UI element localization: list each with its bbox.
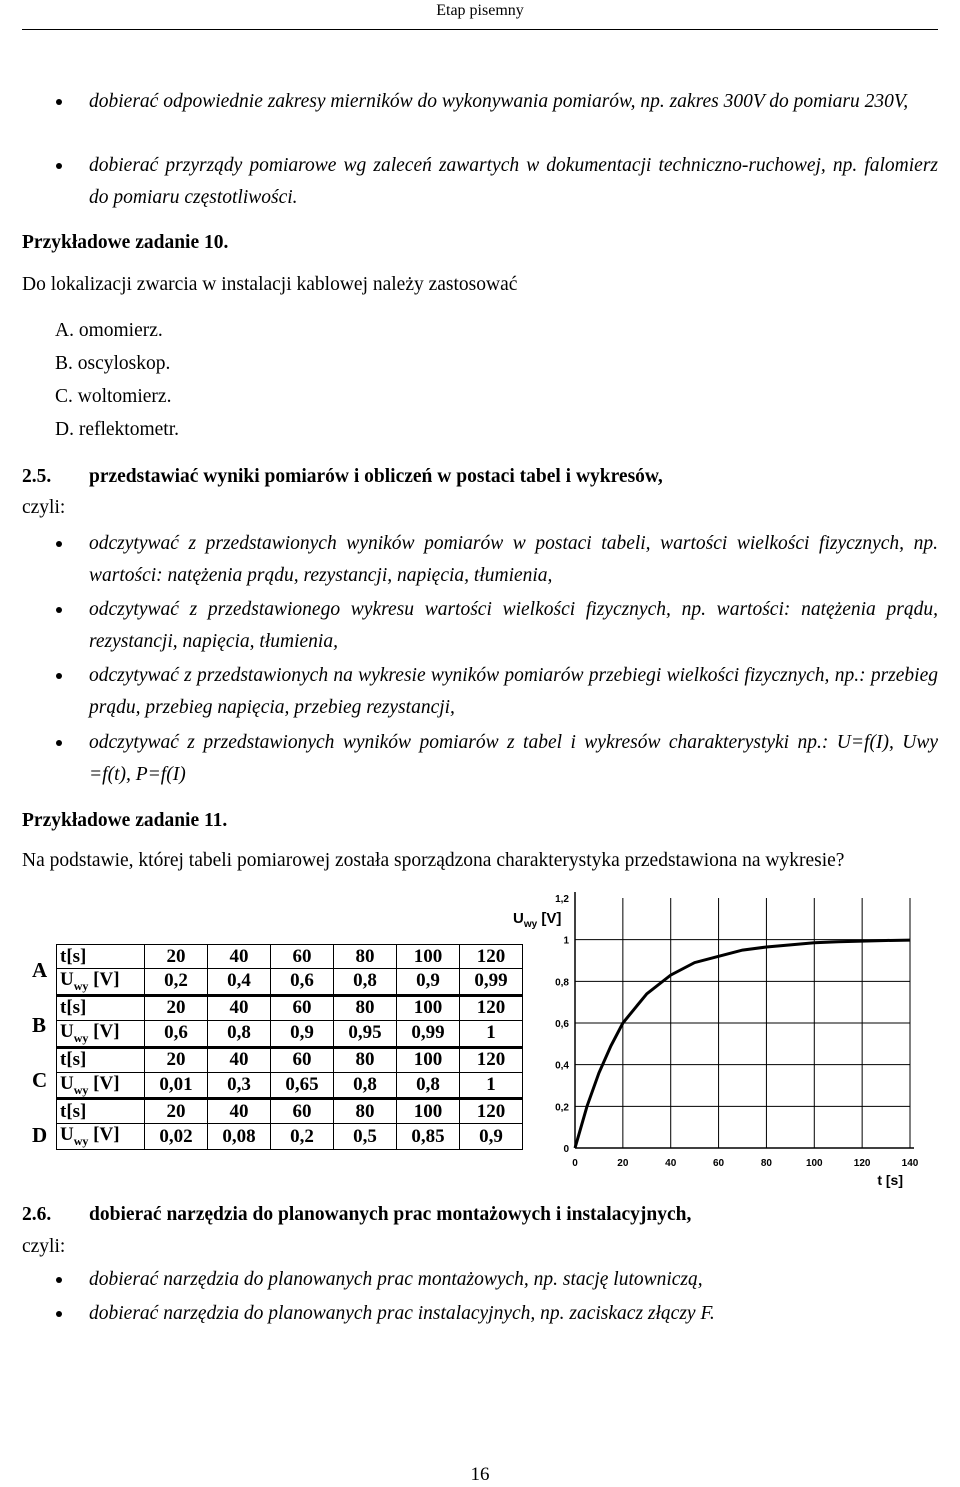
task10-option-c: C. woltomierz. xyxy=(55,386,172,407)
section-2-6-title: dobierać narzędzia do planowanych prac montażowych i instalacyjnych, xyxy=(89,1204,692,1225)
table-cell: 0,8 xyxy=(334,1072,397,1099)
table-row xyxy=(57,1072,523,1099)
time-label-cell xyxy=(57,1047,145,1072)
table-cell: 80 xyxy=(334,945,397,969)
bullet-item xyxy=(22,1298,938,1330)
table-row xyxy=(57,969,523,996)
voltage-unit: [V] xyxy=(88,1020,120,1042)
table-cell: 1 xyxy=(460,1020,523,1047)
page-number: 16 xyxy=(470,1464,490,1485)
table-cell: 120 xyxy=(460,1047,523,1072)
bullet-dot-icon xyxy=(56,99,62,105)
table-cell: 1 xyxy=(460,1072,523,1099)
table-row xyxy=(57,1099,523,1124)
bullet-item xyxy=(22,727,938,791)
time-label: t[s] xyxy=(60,1100,87,1122)
task11-question: Na podstawie, której tabeli pomiarowej została sporządzona charakterystyka przedstawiona na wykresie? xyxy=(22,850,845,871)
section-2-6-number: 2.6. xyxy=(22,1204,52,1225)
x-axis-label: t [s] xyxy=(877,1172,903,1188)
section-2-5-czyli: czyli: xyxy=(22,497,66,518)
y-label-unit: [V] xyxy=(537,910,562,927)
measurement-tables xyxy=(56,944,523,1150)
table-row xyxy=(57,945,523,969)
page-header: Etap pisemny xyxy=(436,2,524,19)
table-row xyxy=(57,1124,523,1150)
table-cell: 0,85 xyxy=(397,1124,460,1150)
x-tick-label: 120 xyxy=(853,1158,871,1169)
table-cell: 0,01 xyxy=(145,1072,208,1099)
bullet-text: odczytywać z przedstawionych wyników pomiarów z tabel i wykresów charakterystyki np.: U=f(I), Uwy =f(t), P=f(I) xyxy=(89,732,938,785)
table-letter-a: A xyxy=(32,958,48,982)
y-tick-label: 0,2 xyxy=(555,1102,569,1114)
table-cell: 0,9 xyxy=(460,1124,523,1150)
voltage-label-cell xyxy=(57,1020,145,1047)
table-cell: 80 xyxy=(334,1047,397,1072)
table-cell: 0,4 xyxy=(208,969,271,996)
voltage-label-cell xyxy=(57,1072,145,1099)
section-2-5-number: 2.5. xyxy=(22,466,52,487)
table-cell: 100 xyxy=(397,1047,460,1072)
bullet-dot-icon xyxy=(56,1277,62,1283)
task10-title: Przykładowe zadanie 10. xyxy=(22,232,229,253)
table-cell: 120 xyxy=(460,995,523,1020)
table-cell: 0,02 xyxy=(145,1124,208,1150)
task10-option-d: D. reflektometr. xyxy=(55,419,179,440)
voltage-symbol: U xyxy=(60,1124,74,1146)
bullet-dot-icon xyxy=(56,607,62,613)
table-cell: 60 xyxy=(271,1099,334,1124)
table-cell: 60 xyxy=(271,945,334,969)
header-rule xyxy=(22,29,938,30)
bullet-item xyxy=(22,660,938,724)
table-cell: 0,5 xyxy=(334,1124,397,1150)
voltage-label-cell xyxy=(57,1124,145,1150)
voltage-unit: [V] xyxy=(88,1124,120,1146)
table-cell: 0,65 xyxy=(271,1072,334,1099)
x-tick-label: 60 xyxy=(713,1158,725,1169)
table-row xyxy=(57,1020,523,1047)
table-cell: 80 xyxy=(334,1099,397,1124)
voltage-symbol: U xyxy=(60,1020,74,1042)
table-cell: 120 xyxy=(460,945,523,969)
task10-question: Do lokalizacji zwarcia w instalacji kablowej należy zastosować xyxy=(22,274,518,295)
table-row xyxy=(57,995,523,1020)
table-letter-c: C xyxy=(32,1068,48,1092)
table-cell: 60 xyxy=(271,995,334,1020)
table-row xyxy=(57,1047,523,1072)
task10-option-b: B. oscyloskop. xyxy=(55,353,171,374)
table-cell: 0,9 xyxy=(271,1020,334,1047)
bullet-dot-icon xyxy=(56,1311,62,1317)
time-label: t[s] xyxy=(60,1049,87,1071)
table-cell: 100 xyxy=(397,995,460,1020)
x-tick-label: 20 xyxy=(617,1158,629,1169)
voltage-subscript: wy xyxy=(73,978,89,993)
bullet-item xyxy=(22,86,938,118)
voltage-subscript: wy xyxy=(73,1082,89,1097)
table-cell: 20 xyxy=(145,995,208,1020)
bullet-item xyxy=(22,150,938,214)
bullet-dot-icon xyxy=(56,163,62,169)
table-cell: 20 xyxy=(145,945,208,969)
bullet-item xyxy=(22,594,938,658)
bullet-item xyxy=(22,1264,938,1296)
y-label-symbol: U xyxy=(513,910,524,927)
y-tick-label: 0,8 xyxy=(555,977,569,989)
table-cell: 40 xyxy=(208,995,271,1020)
table-cell: 0,2 xyxy=(145,969,208,996)
table-cell: 40 xyxy=(208,945,271,969)
time-label-cell xyxy=(57,945,145,969)
y-label-subscript: wy xyxy=(523,919,538,930)
x-tick-label: 0 xyxy=(572,1158,578,1169)
table-cell: 20 xyxy=(145,1047,208,1072)
table-cell: 20 xyxy=(145,1099,208,1124)
bullet-dot-icon xyxy=(56,740,62,746)
bullet-text: dobierać narzędzia do planowanych prac instalacyjnych, np. zaciskacz złączy F. xyxy=(89,1303,715,1324)
table-cell: 0,8 xyxy=(397,1072,460,1099)
time-label: t[s] xyxy=(60,945,87,967)
section-2-5-title: przedstawiać wyniki pomiarów i obliczeń w postaci tabel i wykresów, xyxy=(89,466,663,487)
table-cell: 0,6 xyxy=(271,969,334,996)
time-label-cell xyxy=(57,995,145,1020)
table-cell: 0,2 xyxy=(271,1124,334,1150)
table-cell: 60 xyxy=(271,1047,334,1072)
table-cell: 0,99 xyxy=(460,969,523,996)
x-tick-label: 100 xyxy=(805,1158,823,1169)
voltage-label-cell xyxy=(57,969,145,996)
bullet-text: odczytywać z przedstawionych wyników pomiarów w postaci tabeli, wartości wielkości fizycznych, np. wartości: natężenia prądu, rezystancji, napięcia, tłumienia, xyxy=(89,533,938,586)
task11-title: Przykładowe zadanie 11. xyxy=(22,810,228,831)
table-cell: 100 xyxy=(397,945,460,969)
table-cell: 0,8 xyxy=(334,969,397,996)
y-tick-label: 0,6 xyxy=(555,1019,569,1030)
table-cell: 0,3 xyxy=(208,1072,271,1099)
table-cell: 120 xyxy=(460,1099,523,1124)
y-tick-label: 0 xyxy=(563,1144,569,1155)
bullet-text: dobierać odpowiednie zakresy mierników do wykonywania pomiarów, np. zakres 300V do pomiaru 230V, xyxy=(89,91,909,112)
uwy-chart xyxy=(505,885,925,1195)
table-letter-b: B xyxy=(32,1013,47,1037)
bullet-text: odczytywać z przedstawionych na wykresie wyników pomiarów przebiegi wielkości fizycznych, np.: przebieg prądu, przebieg napięcia, przebieg rezystancji, xyxy=(89,665,938,718)
table-cell: 100 xyxy=(397,1099,460,1124)
voltage-subscript: wy xyxy=(73,1030,89,1045)
time-label: t[s] xyxy=(60,997,87,1019)
y-axis-label xyxy=(513,910,561,930)
task10-option-a: A. omomierz. xyxy=(55,320,163,341)
bullet-dot-icon xyxy=(56,541,62,547)
table-cell: 40 xyxy=(208,1099,271,1124)
table-cell: 0,95 xyxy=(334,1020,397,1047)
voltage-symbol: U xyxy=(60,969,74,990)
section-2-6-czyli: czyli: xyxy=(22,1236,66,1257)
table-cell: 0,9 xyxy=(397,969,460,996)
table-cell: 0,99 xyxy=(397,1020,460,1047)
table-cell: 0,08 xyxy=(208,1124,271,1150)
y-tick-label: 0,4 xyxy=(555,1060,569,1072)
bullet-item xyxy=(22,528,938,592)
voltage-unit: [V] xyxy=(88,969,120,990)
y-tick-label: 1,2 xyxy=(555,894,569,905)
x-tick-label: 40 xyxy=(665,1158,677,1169)
table-cell: 40 xyxy=(208,1047,271,1072)
bullet-text: dobierać przyrządy pomiarowe wg zaleceń zawartych w dokumentacji techniczno-ruchowej, np. falomierz do pomiaru częstotliwości. xyxy=(89,155,938,208)
y-tick-label: 1 xyxy=(563,935,569,947)
bullet-text: odczytywać z przedstawionego wykresu wartości wielkości fizycznych, np. wartości: natężenia prądu, rezystancji, napięcia, tłumienia, xyxy=(89,599,938,652)
table-cell: 0,6 xyxy=(145,1020,208,1047)
bullet-dot-icon xyxy=(56,673,62,679)
x-tick-label: 80 xyxy=(760,1158,772,1169)
table-cell: 0,8 xyxy=(208,1020,271,1047)
table-letter-d: D xyxy=(32,1123,48,1147)
bullet-text: dobierać narzędzia do planowanych prac montażowych, np. stację lutowniczą, xyxy=(89,1269,703,1290)
time-label-cell xyxy=(57,1099,145,1124)
table-cell: 80 xyxy=(334,995,397,1020)
series-line xyxy=(575,940,910,1148)
voltage-symbol: U xyxy=(60,1072,74,1094)
voltage-subscript: wy xyxy=(73,1134,89,1149)
x-tick-label: 140 xyxy=(901,1158,919,1169)
voltage-unit: [V] xyxy=(88,1072,120,1094)
